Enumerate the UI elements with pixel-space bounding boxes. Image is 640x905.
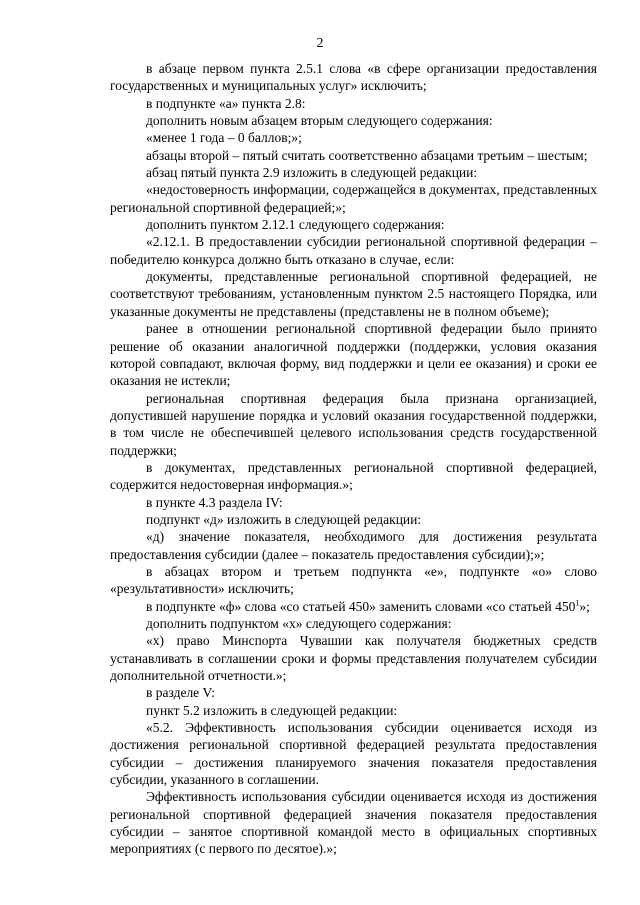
paragraph: Эффективность использования субсидии оценивается исходя из достижения региональной спортивной федерацией значения показателя предоставления субсидии – занятое спортивной командой место в официальных спортивных мероприятиях (с первого по десятое).»; <box>110 789 597 857</box>
paragraph: абзац пятый пункта 2.9 изложить в следующей редакции: <box>146 165 478 181</box>
paragraph: «2.12.1. В предоставлении субсидии региональной спортивной федерации – победителю конкурса должно быть отказано в случае, если: <box>110 234 597 267</box>
paragraph: «недостоверность информации, содержащейся в документах, представленных региональной спортивной федерацией;»; <box>110 182 597 215</box>
paragraph: дополнить подпунктом «х» следующего содержания: <box>146 616 452 631</box>
paragraph: абзацы второй – пятый считать соответственно абзацами третьим – шестым; <box>146 147 588 163</box>
paragraph: в документах, представленных региональной спортивной федерацией, содержится недостоверная информация.»; <box>110 459 597 493</box>
paragraph: региональная спортивная федерация была признана организацией, допустившей нарушение порядка и условий оказания государственной поддержки, в том числе не обеспечившей целевого использования средств государственной поддержки; <box>110 390 597 458</box>
paragraph: «х) право Минспорта Чувашии как получателя бюджетных средств устанавливать в соглашении сроки и формы представления получателем субсидии дополнительной отчетности.»; <box>110 633 597 684</box>
paragraph: «д) значение показателя, необходимого для достижения результата предоставления субсидии (далее – показатель предоставления субсидии);»; <box>110 529 597 562</box>
paragraph: дополнить пунктом 2.12.1 следующего содержания: <box>146 217 445 233</box>
paragraph: документы, представленные региональной спортивной федерацией, не соответствуют требованиям, установленным пунктом 2.5 настоящего Порядка, или указанные документы не представлены (представлены не в полном объеме); <box>110 269 597 319</box>
page-number: 2 <box>316 36 324 51</box>
paragraph-suffix: »; <box>579 598 590 614</box>
paragraph: «менее 1 года – 0 баллов;»; <box>146 130 302 146</box>
paragraph: в пункте 4.3 раздела IV: <box>146 494 283 510</box>
paragraph: в абзаце первом пункта 2.5.1 слова «в сфере организации предоставления государственных и муниципальных услуг» исключить; <box>110 61 597 94</box>
paragraph: дополнить новым абзацем вторым следующего содержания: <box>146 113 493 129</box>
paragraph: в разделе V: <box>146 685 216 701</box>
document-body <box>110 60 597 858</box>
paragraph: подпункт «д» изложить в следующей редакции: <box>146 511 422 527</box>
paragraph: «5.2. Эффективность использования субсидии оценивается исходя из достижения региональной спортивной федерацией результата предоставления субсидии – достижения планируемого значения показателя предоставления субсидии, указанного в соглашении. <box>110 720 597 788</box>
superscript: 1 <box>575 598 580 608</box>
paragraph-text: в подпункте «ф» слова «со статьей 450» заменить словами «со статьей 450 <box>146 598 576 614</box>
paragraph: пункт 5.2 изложить в следующей редакции: <box>146 702 398 718</box>
paragraph: ранее в отношении региональной спортивной федерации было принято решение об оказании аналогичной поддержки (поддержки, условия оказания которой совпадают, включая форму, вид поддержки и цели ее оказания) и сроки ее оказания не истекли; <box>110 321 597 389</box>
paragraph: в подпункте «а» пункта 2.8: <box>146 95 306 111</box>
paragraph-with-superscript <box>110 598 597 615</box>
paragraph: в абзацах втором и третьем подпункта «е», подпункте «о» слово «результативности» исключить; <box>110 563 597 597</box>
